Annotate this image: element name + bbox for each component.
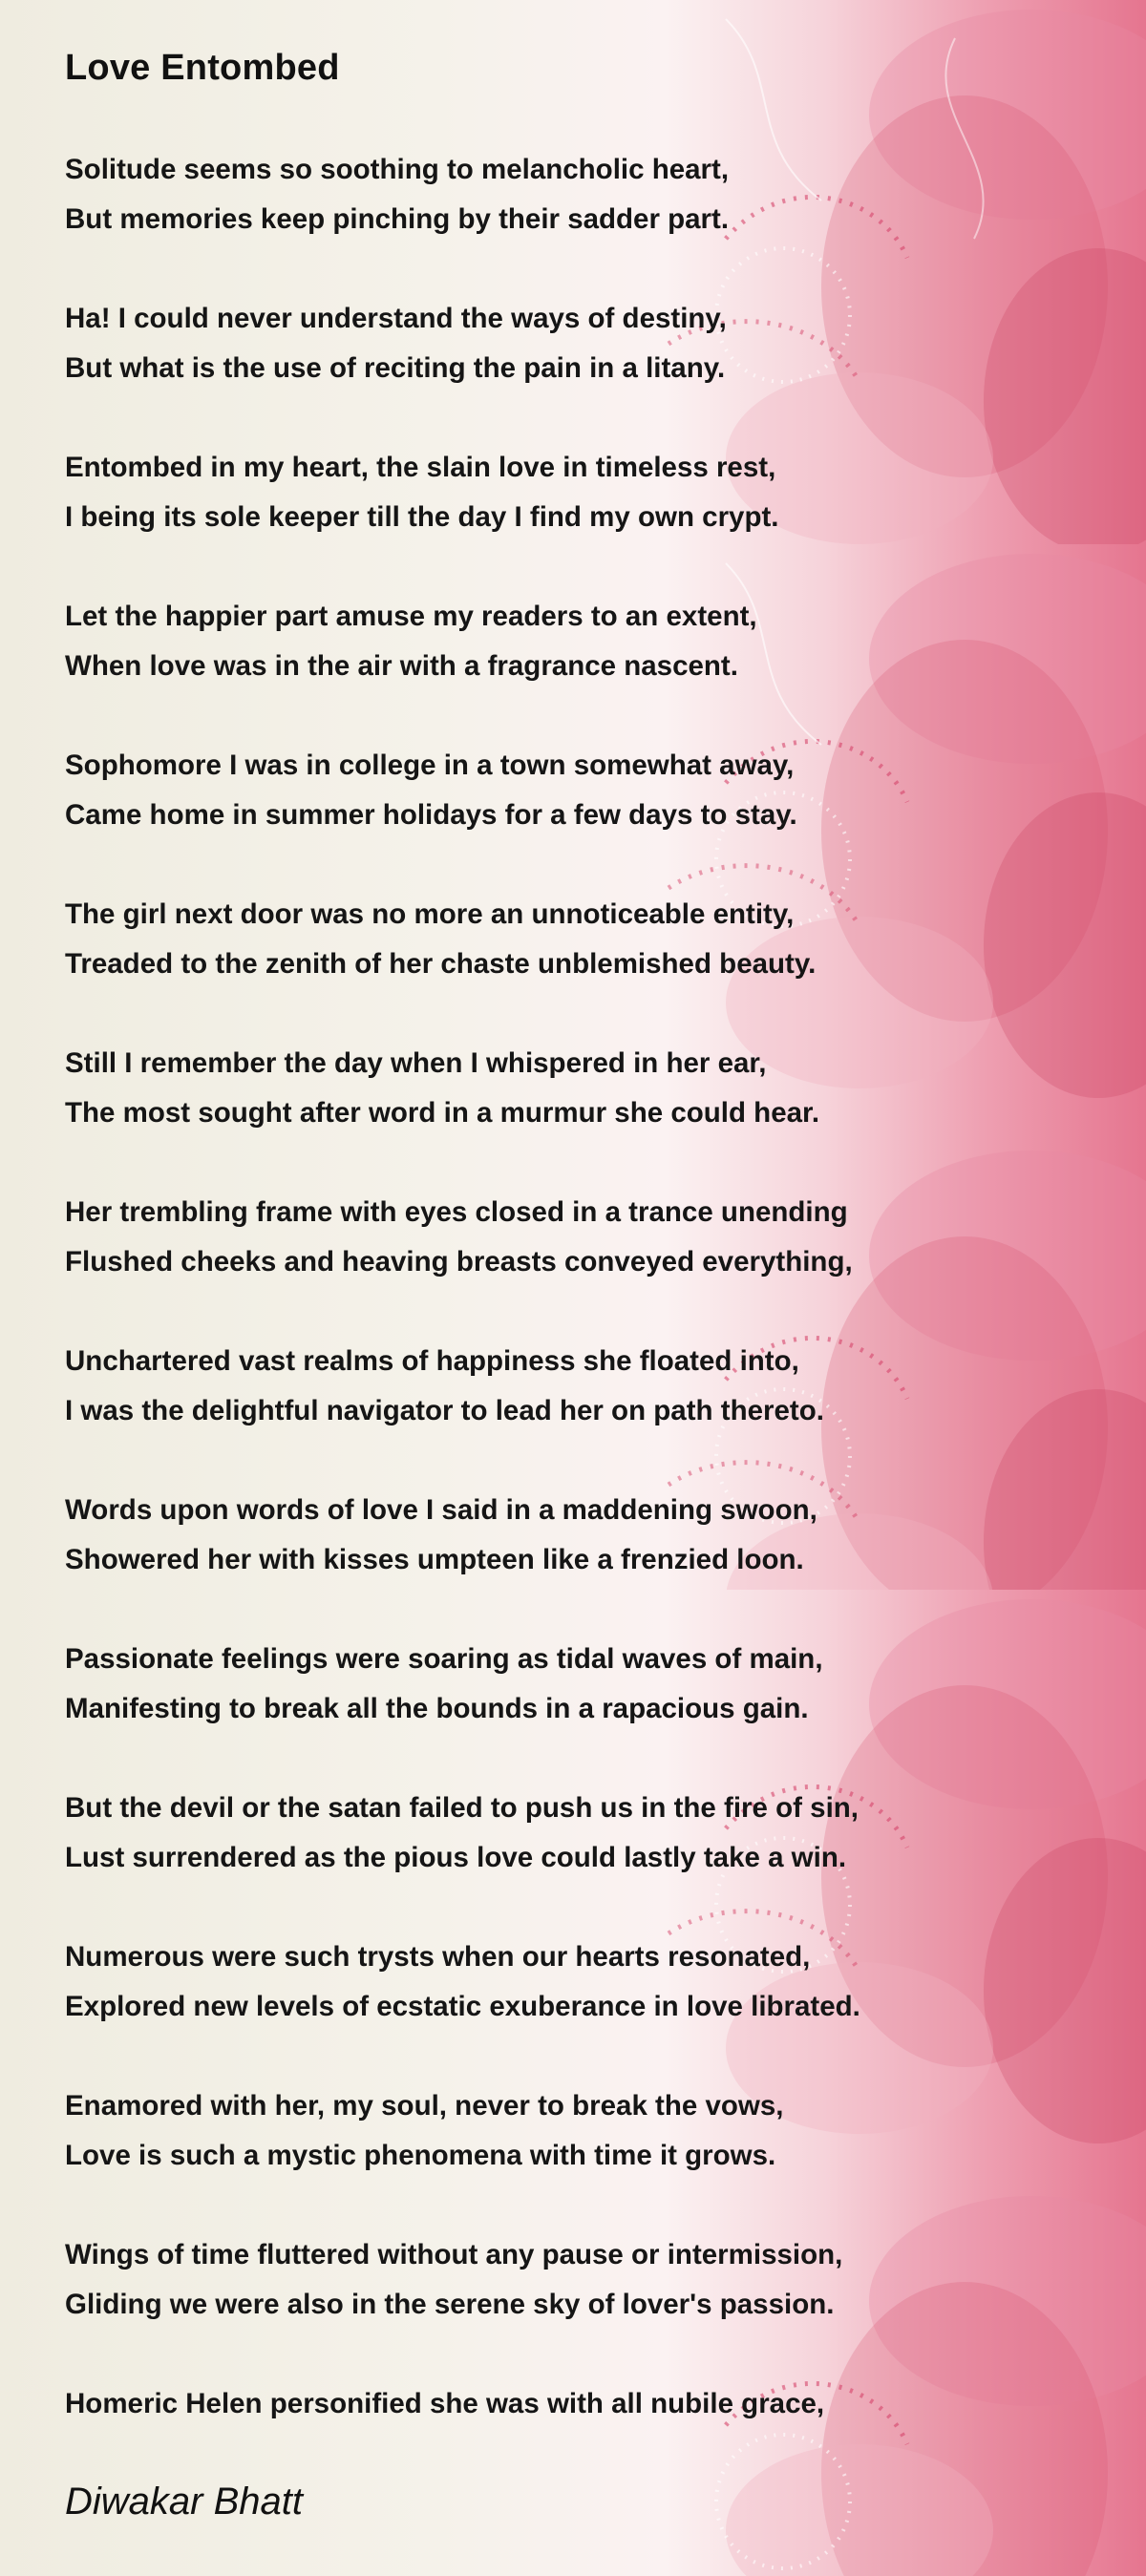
poem-line: I was the delightful navigator to lead her on path thereto.: [65, 1395, 824, 1426]
poem-stanza: [65, 1039, 1077, 1138]
poem-line: Sophomore I was in college in a town somewhat away,: [65, 750, 795, 781]
poem-line: Solitude seems so soothing to melancholic heart,: [65, 154, 730, 185]
poem-line: Enamored with her, my soul, never to break the vows,: [65, 2090, 784, 2122]
poem-line: But memories keep pinching by their sadder part.: [65, 203, 730, 235]
poem-stanza: [65, 1784, 1077, 1883]
poem-line: Manifesting to break all the bounds in a rapacious gain.: [65, 1693, 809, 1724]
poem-line: Showered her with kisses umpteen like a frenzied loon.: [65, 1544, 804, 1575]
poem-line: But what is the use of reciting the pain in a litany.: [65, 352, 726, 384]
poem-line: Treaded to the zenith of her chaste unblemished beauty.: [65, 948, 817, 980]
poem-stanza: [65, 1635, 1077, 1734]
poem-stanza: [65, 443, 1077, 542]
poem-line: Wings of time fluttered without any pause or intermission,: [65, 2239, 843, 2270]
poem-line: The most sought after word in a murmur she could hear.: [65, 1097, 820, 1129]
poem-line: Ha! I could never understand the ways of destiny,: [65, 303, 727, 334]
poem-stanza: [65, 294, 1077, 393]
poem-line: Explored new levels of ecstatic exuberance in love librated.: [65, 1991, 860, 2022]
poem-title: Love Entombed: [65, 48, 340, 88]
poem-stanza: [65, 2081, 1077, 2181]
poem-line: I being its sole keeper till the day I find my own crypt.: [65, 501, 779, 533]
poem-line: Let the happier part amuse my readers to an extent,: [65, 601, 757, 632]
poem-line: Flushed cheeks and heaving breasts conveyed everything,: [65, 1246, 853, 1277]
poem-stanza: [65, 1486, 1077, 1585]
poem-line: Passionate feelings were soaring as tidal waves of main,: [65, 1643, 823, 1675]
poem-body: [65, 145, 1077, 2479]
poem-stanza: [65, 741, 1077, 840]
poem-line: Her trembling frame with eyes closed in a trance unending: [65, 1196, 848, 1228]
poem-line: Entombed in my heart, the slain love in timeless rest,: [65, 452, 776, 483]
poem-stanza: [65, 1337, 1077, 1436]
poem-stanza: [65, 890, 1077, 989]
poem-line: Love is such a mystic phenomena with time it grows.: [65, 2140, 776, 2171]
poem-line: Still I remember the day when I whispered in her ear,: [65, 1047, 767, 1079]
poem-stanza: [65, 2379, 1077, 2429]
poem-line: Came home in summer holidays for a few days to stay.: [65, 799, 797, 831]
poem-line: When love was in the air with a fragrance nascent.: [65, 650, 738, 682]
poem-stanza: [65, 1188, 1077, 1287]
poem-stanza: [65, 592, 1077, 691]
poem-line: Homeric Helen personified she was with all nubile grace,: [65, 2388, 825, 2419]
poem-line: Words upon words of love I said in a maddening swoon,: [65, 1494, 817, 1526]
poem-line: Lust surrendered as the pious love could lastly take a win.: [65, 1842, 847, 1873]
poem-author: Diwakar Bhatt: [65, 2481, 303, 2523]
poem-line: But the devil or the satan failed to push us in the fire of sin,: [65, 1792, 859, 1824]
poem-line: Unchartered vast realms of happiness she floated into,: [65, 1345, 799, 1377]
poem-stanza: [65, 2230, 1077, 2330]
poem-line: Gliding we were also in the serene sky of lover's passion.: [65, 2289, 835, 2320]
poem-stanza: [65, 1932, 1077, 2032]
poem-stanza: [65, 145, 1077, 244]
poem-line: Numerous were such trysts when our hearts resonated,: [65, 1941, 811, 1973]
poem-line: The girl next door was no more an unnoticeable entity,: [65, 898, 795, 930]
